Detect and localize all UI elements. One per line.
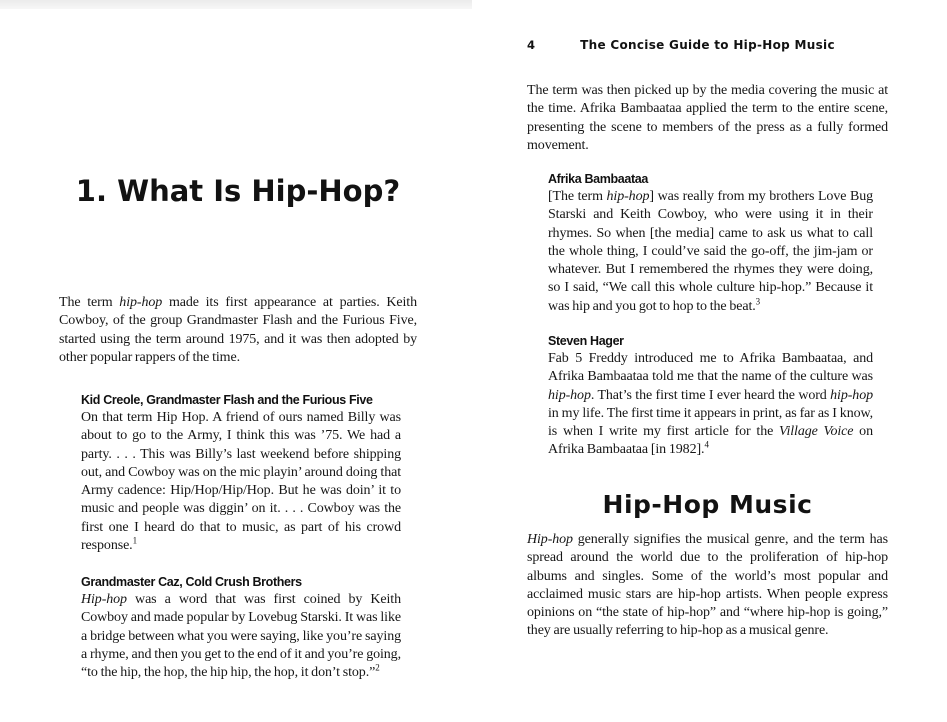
- quote-block-kid-creole: [81, 392, 401, 555]
- quote-block-grandmaster-caz: [81, 574, 401, 682]
- section-heading: Hip-Hop Music: [602, 490, 813, 519]
- chapter-heading: 1. What Is Hip-Hop?: [75, 174, 401, 208]
- quote-text: [The term hip-hop] was really from my brothers Love Bug Starski and Keith Cowboy, who were using it in their rhymes. So when [the media] came to ask us what to call the whole thing, I could’ve said the go-off, the jim-jam or whatever. But I remembered the rhymes they were doing, so I said, “We call this whole culture hip-hop.” Because it was hip and you got to hop to the beat.$^3$: [548, 189, 874, 314]
- page-number: 4: [527, 38, 536, 52]
- left-page: [59, 0, 417, 722]
- quote-text: On that term Hip Hop. A friend of ours named Billy was about to go to the Army, I think this was ’75. We had a party. . . . This was Billy’s last weekend before shipping out, and Cowboy was on the mic playin’ around doing that Army cadence: Hip/Hop/Hip/Hop. But he was doin’ it to music and people was diggin’ on it. . . . Cowboy was the first one I heard do that to music, as part of his crowd response.$^1$: [81, 410, 401, 554]
- quote-attribution: Kid Creole, Grandmaster Flash and the Furious Five: [81, 393, 373, 407]
- quote-attribution: Afrika Bambaataa: [548, 172, 649, 186]
- page-header: [527, 38, 888, 54]
- quote-block-steven-hager: [548, 333, 873, 460]
- quote-text: Hip-hop was a word that was first coined by Keith Cowboy and made popular by Lovebug Starski. It was like a bridge between what you were saying, like you’re saying a rhyme, and then you get to the end of it and you’re going, “to the hip, the hop, the hip hip, the hop, it don’t stop.”$^2$: [81, 592, 401, 681]
- right-page: [527, 0, 888, 722]
- body-paragraph: Hip-hop generally signifies the musical genre, and the term has spread around the world due to the proliferation of hip-hop albums and singles. Some of the world’s most popular and acclaimed music stars are hip-hop artists. When people express opinions on “the state of hip-hop” and “where hip-hop is going,” they are usually referring to hip-hop as a musical genre.: [527, 532, 888, 639]
- quote-attribution: Grandmaster Caz, Cold Crush Brothers: [81, 575, 302, 589]
- quote-attribution: Steven Hager: [548, 334, 624, 348]
- body-paragraph: The term was then picked up by the media covering the music at the time. Afrika Bambaataa applied the term to the entire scene, presenting the scene to members of the press as a fully formed movement.: [527, 83, 888, 153]
- quote-text: Fab 5 Freddy introduced me to Afrika Bambaataa, and Afrika Bambaataa told me that the name of the culture was hip-hop. That’s the first time I ever heard the word hip-hop in my life. The first time it appears in print, as far as I know, is when I write my first article for the Village Voice on Afrika Bambaataa [in 1982].$^4$: [548, 351, 873, 458]
- running-head: The Concise Guide to Hip-Hop Music: [580, 38, 835, 52]
- chapter-intro-paragraph: The term hip-hop made its first appearance at parties. Keith Cowboy, of the group Grandmaster Flash and the Furious Five, started using the term around 1975, and it was then adopted by other popular rappers of the time.: [59, 295, 418, 365]
- quote-block-afrika-bambaataa: [548, 171, 873, 316]
